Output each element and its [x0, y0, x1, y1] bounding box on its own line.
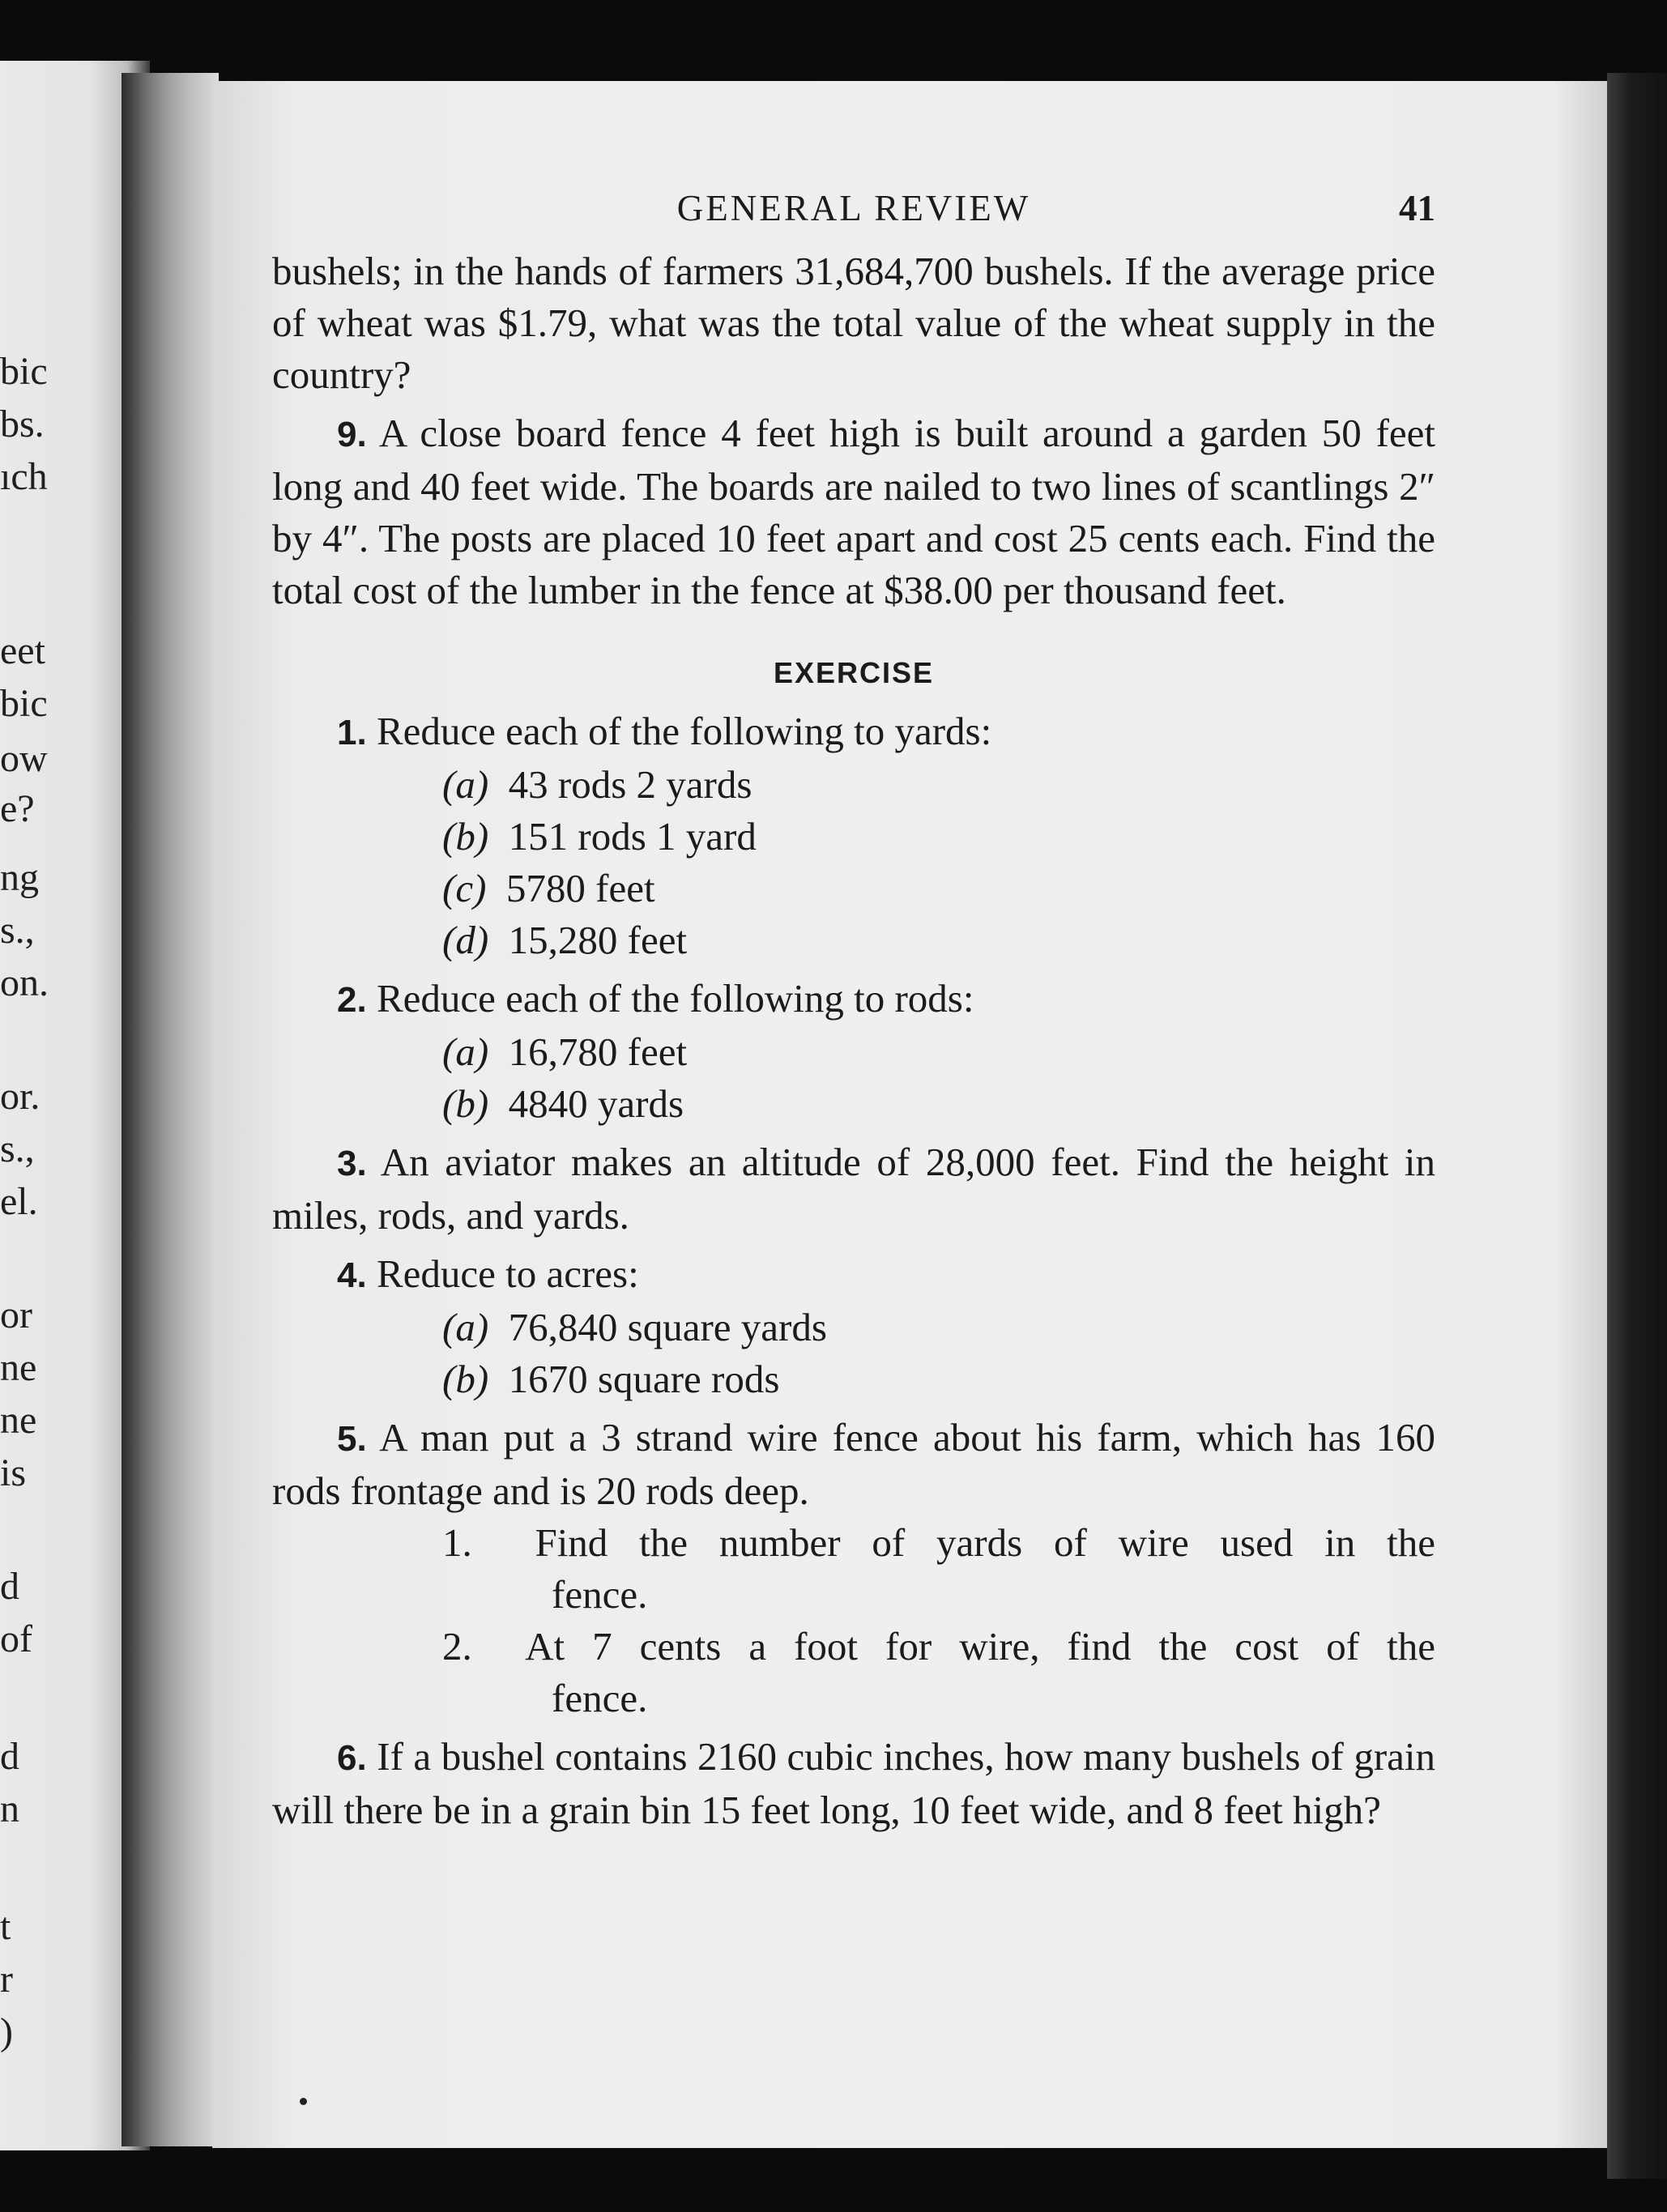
- facing-page-text: d: [0, 1565, 19, 1608]
- problem-number: 9.: [337, 415, 367, 454]
- question-text: Reduce each of the following to yards:: [376, 709, 992, 753]
- sub-item: [272, 1026, 1435, 1078]
- question-text: Reduce to acres:: [376, 1251, 639, 1296]
- facing-page-text: n: [0, 1788, 19, 1831]
- question-number: 1.: [337, 713, 367, 752]
- sub-item: [272, 1353, 1435, 1405]
- facing-page-text: s.,: [0, 1127, 35, 1170]
- exercise-question-1: [272, 705, 1435, 759]
- sub-item-text: 5780 feet: [505, 866, 655, 910]
- sub-item-text: 16,780 feet: [508, 1029, 688, 1074]
- sub-item-label: (a): [442, 1305, 489, 1349]
- running-header: [272, 182, 1435, 239]
- facing-page-text: bic: [0, 682, 48, 725]
- step-continuation: fence.: [552, 1676, 648, 1720]
- question-number: 5.: [337, 1419, 367, 1459]
- sub-item-text: 43 rods 2 yards: [508, 762, 752, 807]
- facing-page-text: eet: [0, 629, 45, 672]
- sub-item-label: (a): [442, 1029, 489, 1074]
- page-number: 41: [1399, 188, 1435, 228]
- question-text: If a bushel contains 2160 cubic inches, how many bushels of grain will there be in a grain bin 15 feet long, 10 feet wide, and 8 feet high?: [272, 1734, 1436, 1832]
- problem-text: A close board fence 4 feet high is built around a garden 50 feet long and 40 feet wide. The boards are nailed to two lines of scantlings 2″ by 4″. The posts are placed 10 feet apart and cost 25 cents each. Find the total cost of the lumber in the fence at $38.00 per thousand feet.: [272, 411, 1436, 612]
- sub-item: [272, 759, 1435, 811]
- sub-item: [272, 1302, 1435, 1353]
- question-text: An aviator makes an altitude of 28,000 feet. Find the height in miles, rods, and yards.: [272, 1140, 1436, 1238]
- facing-page-text: s.,: [0, 909, 35, 952]
- question-number: 4.: [337, 1255, 367, 1295]
- question-number: 6.: [337, 1738, 367, 1778]
- facing-page-text: ng: [0, 856, 39, 899]
- step-number: 2.: [442, 1624, 472, 1669]
- question-step: [272, 1621, 1435, 1673]
- problem-9: [272, 407, 1435, 616]
- sub-item: [272, 811, 1435, 863]
- sub-item-text: 151 rods 1 yard: [508, 814, 757, 859]
- page-content: [272, 182, 1435, 1836]
- sub-item-label: (b): [442, 814, 489, 859]
- exercise-question-3: [272, 1136, 1435, 1242]
- exercise-question-2: [272, 973, 1435, 1026]
- facing-page-text: r: [0, 1958, 13, 2001]
- facing-page-text: or.: [0, 1075, 41, 1118]
- question-number: 3.: [337, 1144, 367, 1183]
- facing-page-text: or: [0, 1294, 32, 1336]
- book-right-edge: [1607, 73, 1667, 2179]
- exercise-question-5: [272, 1412, 1435, 1517]
- facing-page-text: ne: [0, 1399, 37, 1442]
- facing-page-text: e?: [0, 787, 35, 830]
- facing-page-text: bic: [0, 350, 48, 393]
- facing-page-text: ow: [0, 737, 48, 780]
- facing-page-text: bs.: [0, 403, 45, 445]
- sub-item-text: 76,840 square yards: [508, 1305, 827, 1349]
- sub-item-text: 4840 yards: [508, 1081, 684, 1126]
- sub-item-label: (b): [442, 1081, 489, 1126]
- facing-page-text: on.: [0, 961, 49, 1004]
- sub-item: [272, 914, 1435, 966]
- question-text: Reduce each of the following to rods:: [376, 976, 974, 1021]
- step-text: At 7 cents a foot for wire, find the cost of the: [525, 1624, 1436, 1669]
- sub-item: [272, 863, 1435, 914]
- exercise-question-4: [272, 1248, 1435, 1302]
- sub-item: [272, 1078, 1435, 1130]
- question-step: [272, 1517, 1435, 1569]
- facing-page-text: of: [0, 1617, 32, 1660]
- facing-page-text: d: [0, 1735, 19, 1778]
- ink-speck: [300, 2098, 307, 2105]
- facing-page-text: ): [0, 2010, 13, 2053]
- sub-item-text: 1670 square rods: [508, 1357, 780, 1401]
- sub-item-label: (c): [442, 866, 487, 910]
- facing-page-text: t: [0, 1905, 11, 1948]
- exercise-question-6: [272, 1731, 1435, 1836]
- sub-item-label: (b): [442, 1357, 489, 1401]
- book-gutter: [122, 73, 219, 2146]
- step-continuation: fence.: [552, 1572, 648, 1617]
- sub-item-label: (d): [442, 918, 489, 962]
- facing-page-text: is: [0, 1451, 27, 1494]
- step-number: 1.: [442, 1520, 472, 1565]
- facing-page-text: el.: [0, 1180, 38, 1223]
- step-text: Find the number of yards of wire used in the: [535, 1520, 1436, 1565]
- running-title: GENERAL REVIEW: [676, 188, 1031, 228]
- continued-paragraph: bushels; in the hands of farmers 31,684,700 bushels. If the average price of wheat was $1.79, what was the total value of the wheat supply in the country?: [272, 249, 1435, 397]
- sub-item-text: 15,280 feet: [508, 918, 688, 962]
- exercise-heading: EXERCISE: [773, 656, 935, 689]
- question-number: 2.: [337, 980, 367, 1020]
- facing-page-text: ıch: [0, 455, 48, 498]
- sub-item-label: (a): [442, 762, 489, 807]
- facing-page-text: ne: [0, 1346, 37, 1389]
- question-text: A man put a 3 strand wire fence about his farm, which has 160 rods frontage and is 20 rods deep.: [272, 1415, 1435, 1513]
